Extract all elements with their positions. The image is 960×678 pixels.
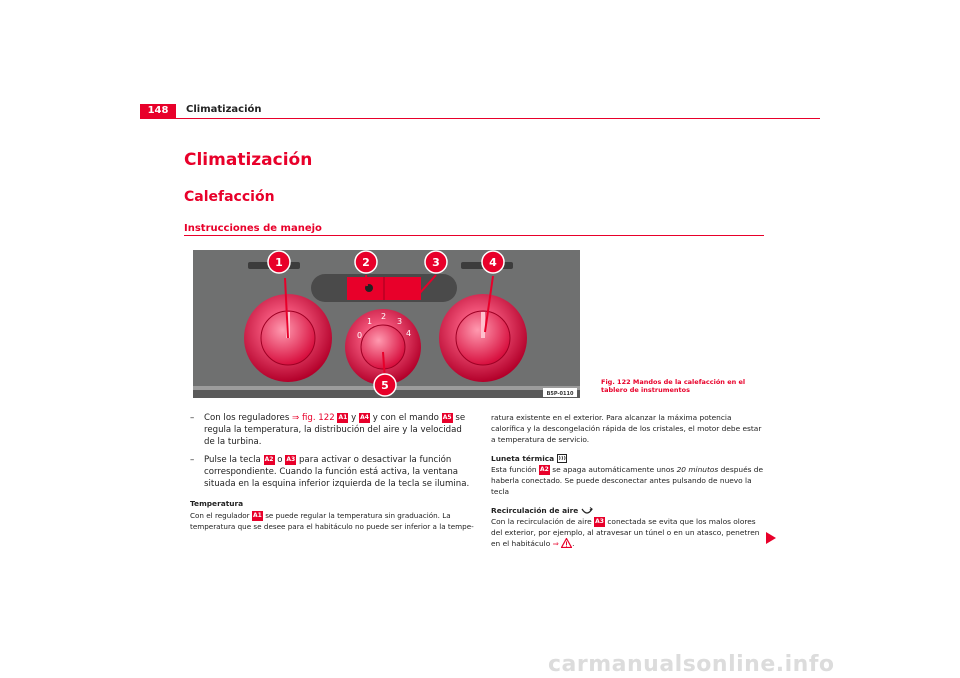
symbol-a1-temp: A1: [252, 512, 262, 519]
header-rule: [140, 118, 820, 119]
fan-dial-2: 2: [381, 312, 387, 321]
callout-2-label: 2: [362, 256, 370, 269]
callout-4-label: 4: [489, 256, 497, 269]
recirculation-heading: Recirculación de aire: [491, 505, 766, 516]
right-column: [491, 412, 766, 549]
temperature-paragraph: Con el regulador A1 se puede regular la temperatura sin graduación. La temperatura que se desee para el habitáculo no puede ser inferior a la tempe-: [190, 511, 474, 531]
recirculation-paragraph: Con la recirculación de aire A3 conectada se evita que los malos olores del exterior, por ejemplo, al atravesar un túnel o en un atasco, penetren en el habitáculo ⇒ .: [491, 517, 760, 548]
temperature-heading: Temperatura: [190, 499, 244, 508]
instruction-item-buttons: – Pulse la tecla A2 o A3 para activar o desactivar la función correspondiente. Cuando la función está activa, la ventana situada en la esquina inferior izquierda de la tecla se ilumina.: [190, 455, 470, 489]
air-recirculation-icon: [581, 507, 593, 515]
symbol-a3: A3: [286, 456, 296, 463]
symbol-a1: A1: [338, 414, 348, 421]
header-title: Climatización: [186, 104, 262, 115]
figure-caption: Fig. 122 Mandos de la calefacción en el tablero de instrumentos: [601, 378, 746, 394]
heating-controls-figure: [193, 250, 580, 398]
warning-triangle-icon: [561, 538, 572, 548]
callout-3-label: 3: [432, 256, 440, 269]
chapter-title: Climatización: [184, 150, 313, 170]
section-title: Calefacción: [184, 189, 275, 205]
next-page-arrow-icon[interactable]: [766, 532, 776, 544]
page-number: 148: [140, 104, 176, 118]
callout-5-label: 5: [381, 379, 389, 392]
symbol-a5: A5: [442, 414, 452, 421]
symbol-a2: A2: [264, 456, 274, 463]
callout-1-label: 1: [275, 256, 283, 269]
temperature-continuation: ratura existente en el exterior. Para alcanzar la máxima potencia calorífica y la descongelación rápida de los cristales, el motor debe estar a temperatura de servicio.: [491, 413, 762, 444]
rear-window-heater-icon: [557, 454, 567, 463]
instruction-item-regulators: – Con los reguladores ⇒ fig. 122 A1 y A4 y con el mando A5 se regula la temperatura, la distribución del aire y la velocidad de la turbina.: [190, 413, 466, 447]
fan-dial-0: 0: [357, 331, 363, 340]
rear-window-heading: Luneta térmica: [491, 453, 766, 464]
symbol-a2-rear: A2: [540, 466, 549, 473]
symbol-a4: A4: [360, 414, 369, 421]
subsection-title: Instrucciones de manejo: [184, 223, 322, 234]
fan-dial-3: 3: [397, 317, 403, 326]
symbol-a3-recirc: A3: [595, 518, 604, 525]
fan-dial-4: 4: [406, 329, 412, 338]
figure-reference-link[interactable]: ⇒ fig. 122: [292, 413, 335, 423]
fan-dial-1: 1: [367, 317, 373, 326]
left-column: [190, 412, 475, 532]
warning-reference-link[interactable]: ⇒: [552, 539, 559, 548]
rear-window-paragraph: Esta función A2 se apaga automáticamente unos 20 minutos después de haberla conectado. Se puede desconectar antes pulsando de nuevo la tecla: [491, 465, 764, 496]
watermark: carmanualsonline.info: [548, 652, 835, 677]
figure-code: B5P-0110: [546, 391, 574, 397]
subsection-rule: [184, 235, 764, 236]
heating-panel-illustration: [193, 250, 580, 398]
